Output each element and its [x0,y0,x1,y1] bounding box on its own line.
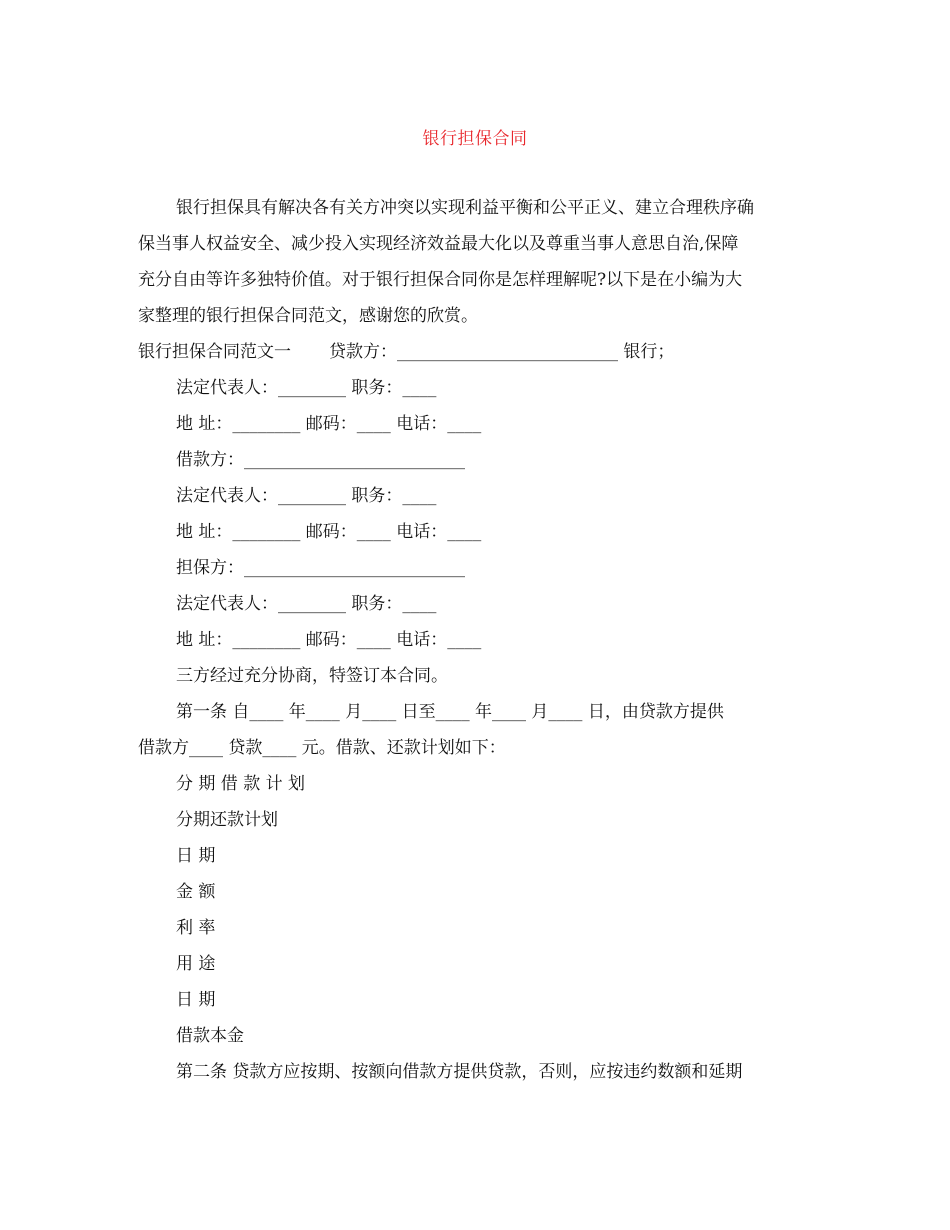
plan-item-installment-repayment: 分期还款计划 [176,810,278,830]
plan-item-interest-rate: 利 率 [176,918,216,938]
plan-item-purpose: 用 途 [176,954,216,974]
lender-address-line: 地 址：________ 邮码：____ 电话：____ [176,414,482,434]
intro-paragraph-line-3: 充分自由等许多独特价值。对于银行担保合同你是怎样理解呢?以下是在小编为大 [138,270,743,290]
intro-paragraph-line-4: 家整理的银行担保合同范文，感谢您的欣赏。 [138,306,478,326]
document-body [138,190,798,1090]
plan-item-amount: 金 额 [176,882,216,902]
article-1-line-2: 借款方____ 贷款____ 元。借款、还款计划如下： [138,738,506,758]
guarantor-representative-line: 法定代表人：________ 职务：____ [176,594,437,614]
plan-item-date-2: 日 期 [176,990,216,1010]
plan-item-installment-borrowing: 分 期 借 款 计 划 [176,774,306,794]
article-1-line-1: 第一条 自____ 年____ 月____ 日至____ 年____ 月____ 日，由贷款方提供 [176,702,724,722]
guarantor-address-line: 地 址：________ 邮码：____ 电话：____ [176,630,482,650]
borrower-representative-line: 法定代表人：________ 职务：____ [176,486,437,506]
intro-paragraph-line-1: 银行担保具有解决各有关方冲突以实现利益平衡和公平正义、建立合理秩序确 [176,198,754,218]
guarantor-name-line: 担保方：__________________________ [176,558,465,578]
borrower-name-line: 借款方：__________________________ [176,450,465,470]
lender-name-line: 贷款方：__________________________ 银行； [329,342,675,362]
agreement-statement: 三方经过充分协商，特签订本合同。 [176,666,448,686]
sample-heading: 银行担保合同范文一 [138,342,291,362]
sample-heading-row [138,334,798,370]
plan-item-principal: 借款本金 [176,1026,244,1046]
article-2-line-1: 第二条 贷款方应按期、按额向借款方提供贷款，否则，应按违约数额和延期 [176,1062,743,1082]
lender-representative-line: 法定代表人：________ 职务：____ [176,378,437,398]
intro-paragraph-line-2: 保当事人权益安全、减少投入实现经济效益最大化以及尊重当事人意思自治,保障 [138,234,739,254]
plan-item-date: 日 期 [176,846,216,866]
borrower-address-line: 地 址：________ 邮码：____ 电话：____ [176,522,482,542]
document-title: 银行担保合同 [422,129,528,149]
